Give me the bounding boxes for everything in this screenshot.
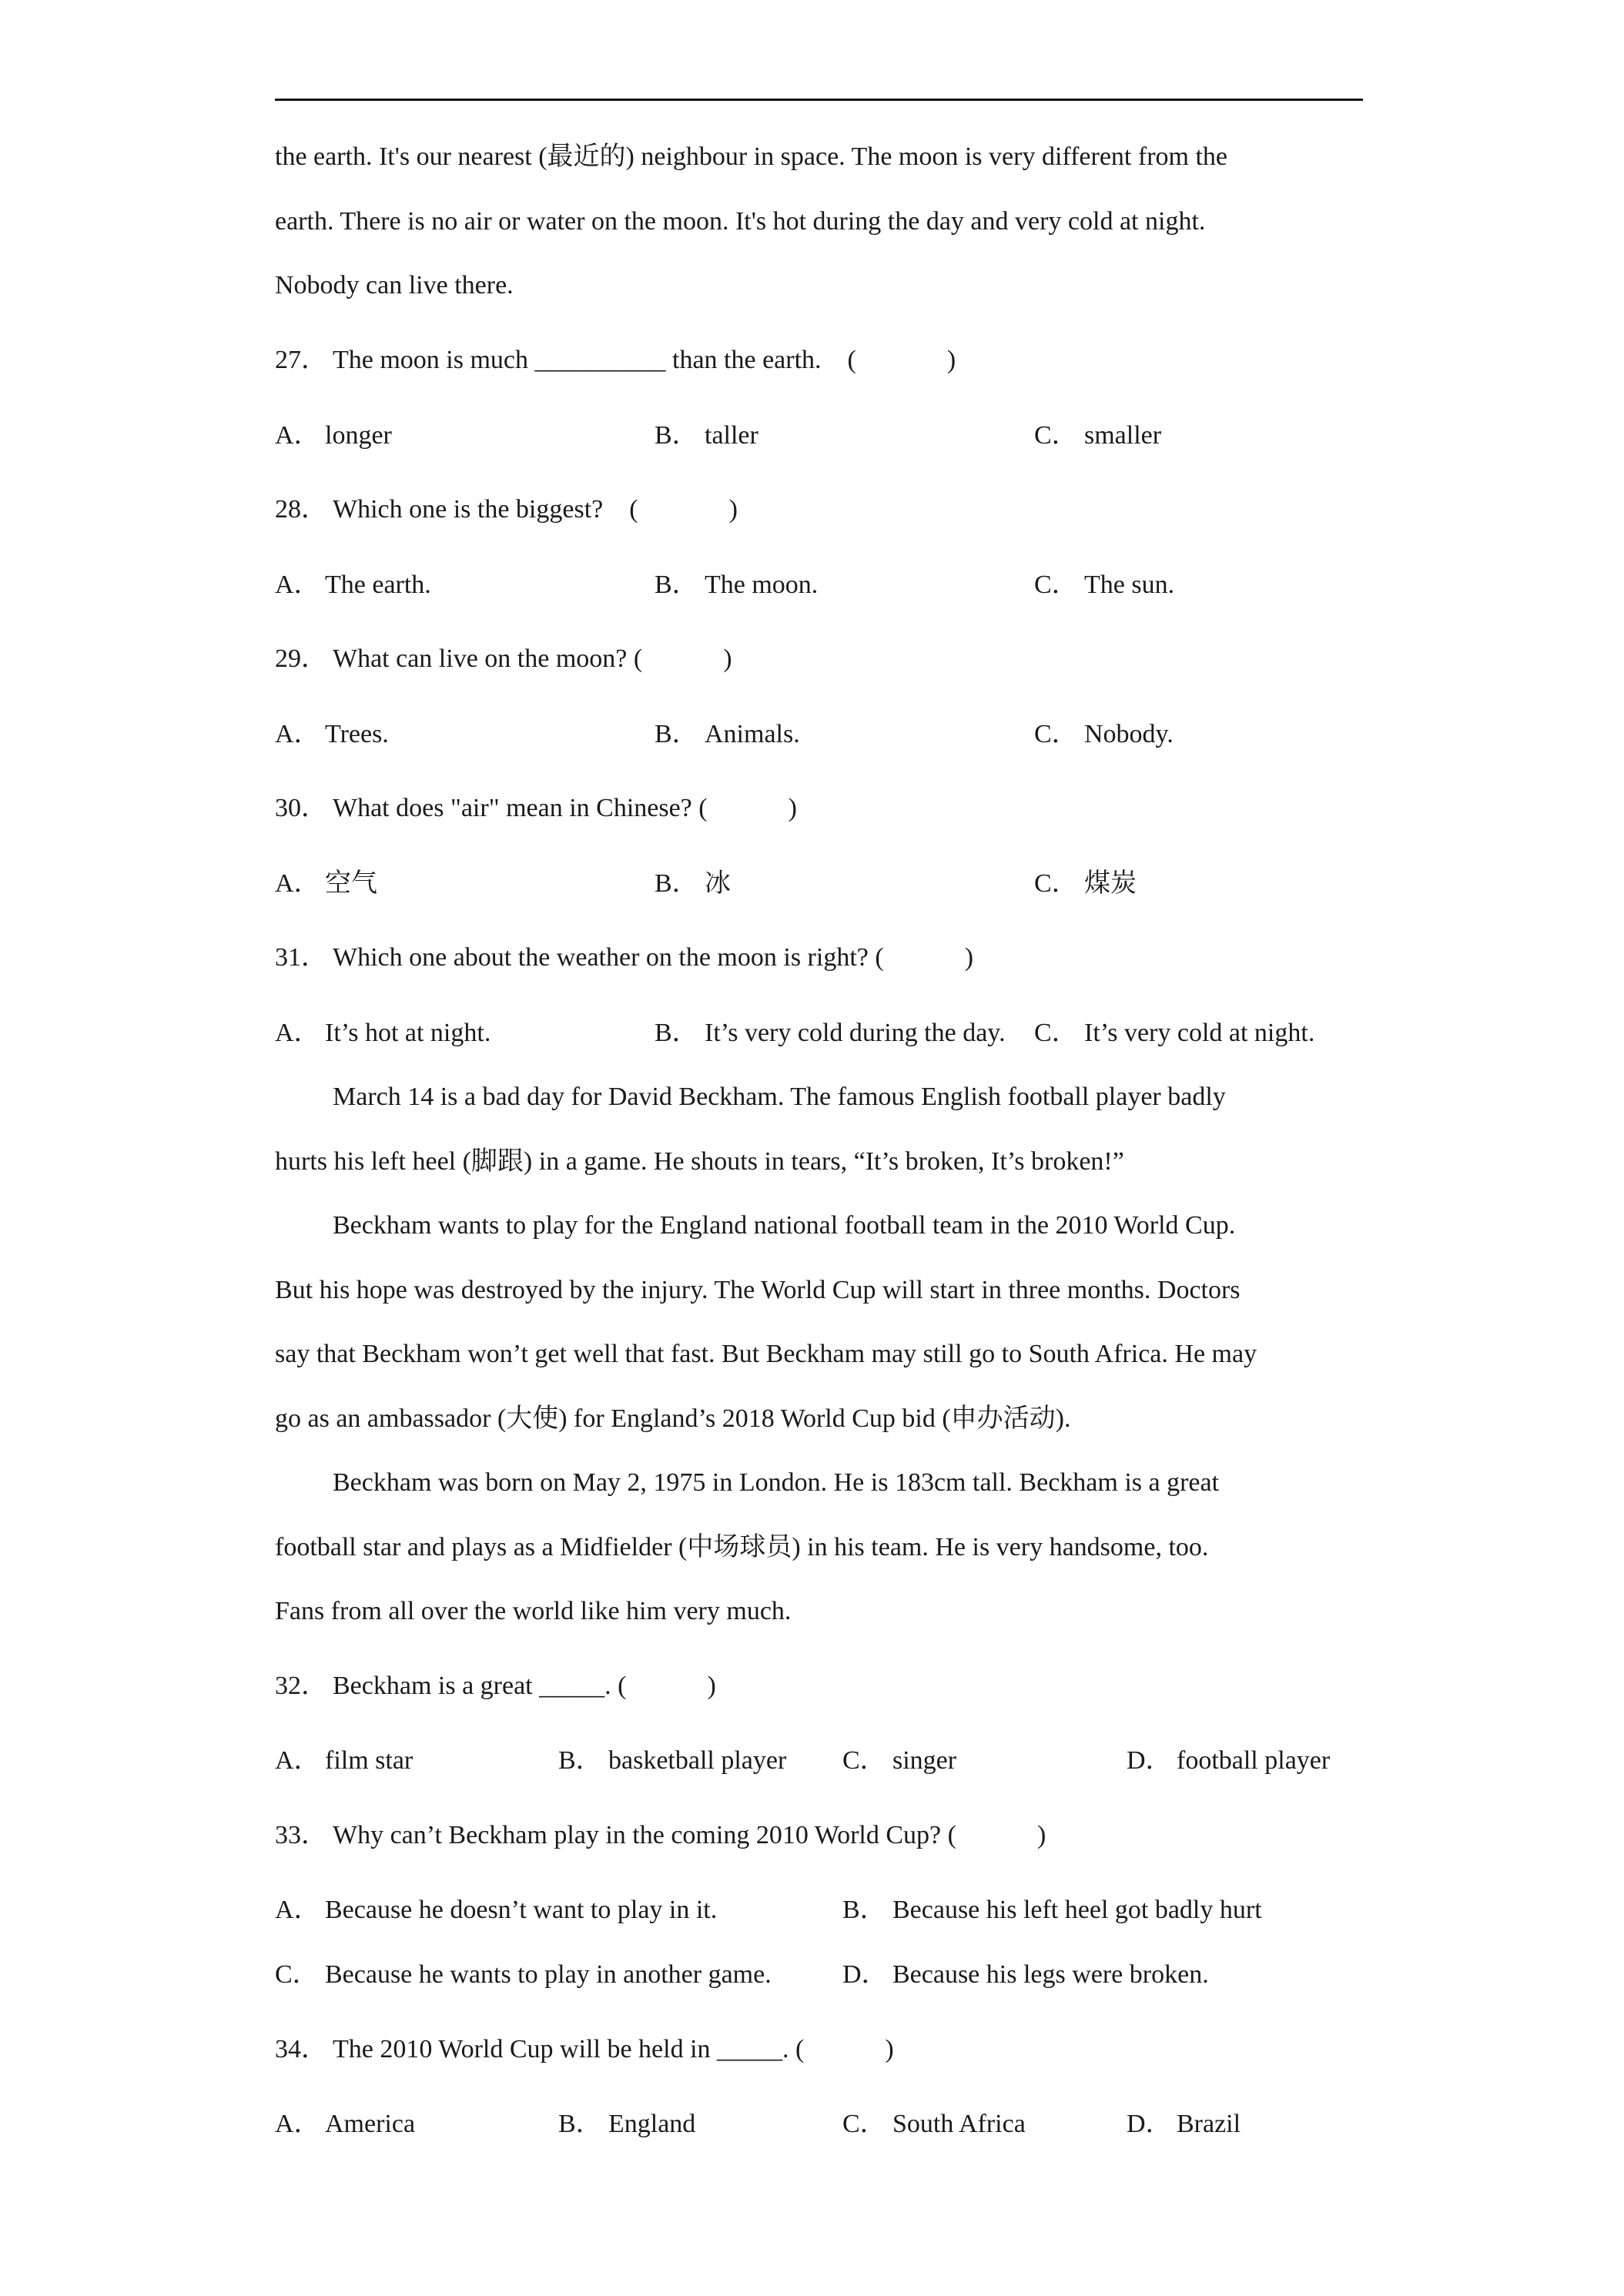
option-text: England [608,2110,696,2138]
option-text: Because his left heel got badly hurt [892,1896,1262,1924]
question-34 [275,2033,894,2066]
option-b[interactable] [842,1894,1262,1926]
option-text: 冰 [705,869,731,898]
option-label: C． [1034,1019,1078,1047]
option-c[interactable] [1034,569,1174,601]
passage-line: Fans from all over the world like him very much. [275,1597,792,1625]
option-c[interactable] [842,1745,956,1777]
option-a[interactable] [275,718,389,751]
option-a[interactable] [275,1017,491,1049]
option-label: B． [655,421,698,450]
question-number: 27． [275,346,327,374]
option-text: smaller [1084,421,1162,450]
passage-line: Nobody can live there. [275,271,514,300]
answer-paren-close: ) [788,794,797,822]
question-text: Beckham is a great _____. ( [333,1672,627,1700]
answer-paren-close: ) [885,2035,894,2063]
option-c[interactable] [1034,1017,1314,1049]
question-32 [275,1670,716,1702]
passage-line: hurts his left heel (脚跟) in a game. He shouts in tears, “It’s broken, It’s broken!” [275,1147,1124,1176]
option-a[interactable] [275,868,377,900]
option-b[interactable] [558,1745,786,1777]
option-text: Brazil [1177,2110,1241,2138]
passage-line: say that Beckham won’t get well that fast. But Beckham may still go to South Africa. He may [275,1340,1257,1368]
option-d[interactable] [1127,1745,1330,1777]
option-label: C． [1034,720,1078,748]
option-a[interactable] [275,1894,717,1926]
option-label: C． [275,1960,319,1989]
answer-paren-close: ) [1036,1821,1046,1849]
option-d[interactable] [842,1959,1209,1991]
question-29 [275,643,732,675]
option-label: A． [275,720,320,748]
option-text: 空气 [325,869,377,898]
option-text: The earth. [325,571,431,599]
question-number: 31． [275,943,327,972]
option-b[interactable] [655,420,758,452]
option-text: film star [325,1746,414,1775]
question-30 [275,792,797,825]
option-label: C． [1034,869,1078,898]
option-text: Because he doesn’t want to play in it. [325,1896,718,1924]
option-text: basketball player [608,1746,787,1775]
option-d[interactable] [1127,2108,1241,2140]
option-text: longer [325,421,392,450]
option-label: A． [275,869,320,898]
option-c[interactable] [275,1959,772,1991]
option-text: The moon. [705,571,819,599]
option-text: Trees. [325,720,389,748]
question-text: What does "air" mean in Chinese? ( [333,794,708,822]
option-text: It’s very cold during the day. [705,1019,1006,1047]
option-text: South Africa [892,2110,1026,2138]
option-c[interactable] [842,2108,1026,2140]
option-label: A． [275,421,320,450]
option-text: Because he wants to play in another game. [325,1960,772,1989]
option-text: The sun. [1084,571,1175,599]
answer-paren-close: ) [946,346,956,374]
question-27 [275,344,956,377]
passage-line: football star and plays as a Midfielder (中场球员) in his team. He is very handsome, too. [275,1533,1209,1561]
option-label: B． [558,1746,602,1775]
option-label: B． [655,1019,698,1047]
option-text: taller [705,421,758,450]
header-rule [275,99,1363,101]
option-label: A． [275,2110,320,2138]
option-a[interactable] [275,1745,413,1777]
option-text: It’s very cold at night. [1084,1019,1315,1047]
option-a[interactable] [275,569,431,601]
question-text: Which one about the weather on the moon is right? ( [333,943,884,972]
option-text: Animals. [705,720,800,748]
answer-paren-close: ) [723,644,732,673]
option-text: Nobody. [1084,720,1174,748]
passage-line: Beckham wants to play for the England national football team in the 2010 World Cup. [333,1211,1236,1240]
option-label: B． [655,720,698,748]
option-label: A． [275,1746,320,1775]
option-label: A． [275,1896,320,1924]
option-label: D． [1127,1746,1172,1775]
option-label: B． [842,1896,886,1924]
question-text: The moon is much __________ than the earth. [333,346,822,374]
option-label: C． [1034,421,1078,450]
question-text: Why can’t Beckham play in the coming 2010 World Cup? ( [333,1821,956,1849]
option-c[interactable] [1034,868,1137,900]
answer-paren-close: ) [707,1672,716,1700]
question-number: 33． [275,1821,327,1849]
option-label: B． [655,869,698,898]
option-label: C． [842,1746,886,1775]
option-c[interactable] [1034,420,1161,452]
option-text: singer [892,1746,957,1775]
option-label: C． [842,2110,886,2138]
question-number: 34． [275,2035,327,2063]
option-text: football player [1177,1746,1331,1775]
passage-line: But his hope was destroyed by the injury. The World Cup will start in three months. Doctors [275,1276,1241,1304]
option-label: A． [275,571,320,599]
passage-line: March 14 is a bad day for David Beckham. The famous English football player badly [333,1083,1226,1111]
question-33 [275,1819,1046,1852]
answer-paren-open: ( [847,346,856,374]
option-a[interactable] [275,420,392,452]
option-label: D． [1127,2110,1172,2138]
passage-line: the earth. It's our nearest (最近的) neighbour in space. The moon is very different from the [275,142,1227,171]
option-text: America [325,2110,416,2138]
answer-paren-close: ) [728,495,738,524]
passage-line: go as an ambassador (大使) for England’s 2018 World Cup bid (申办活动). [275,1404,1071,1433]
question-text: Which one is the biggest? [333,495,604,524]
question-31 [275,942,973,974]
option-b[interactable] [655,868,731,900]
option-b[interactable] [655,1017,1006,1049]
option-a[interactable] [275,2108,415,2140]
option-text: Because his legs were broken. [892,1960,1209,1989]
option-label: B． [655,571,698,599]
question-28 [275,494,738,526]
option-label: A． [275,1019,320,1047]
question-number: 28． [275,495,327,524]
option-c[interactable] [1034,718,1174,751]
passage-line: Beckham was born on May 2, 1975 in London. He is 183cm tall. Beckham is a great [333,1468,1220,1497]
option-b[interactable] [655,718,800,751]
question-number: 30． [275,794,327,822]
option-b[interactable] [558,2108,695,2140]
passage-line: earth. There is no air or water on the moon. It's hot during the day and very cold at night. [275,207,1206,236]
option-label: D． [842,1960,888,1989]
question-number: 32． [275,1672,327,1700]
option-text: It’s hot at night. [325,1019,491,1047]
question-text: What can live on the moon? ( [333,644,643,673]
question-text: The 2010 World Cup will be held in _____. ( [333,2035,805,2063]
answer-paren-close: ) [964,943,974,972]
answer-paren-open: ( [629,495,638,524]
option-label: C． [1034,571,1078,599]
option-b[interactable] [655,569,818,601]
option-label: B． [558,2110,602,2138]
question-number: 29． [275,644,327,673]
option-text: 煤炭 [1084,869,1137,898]
